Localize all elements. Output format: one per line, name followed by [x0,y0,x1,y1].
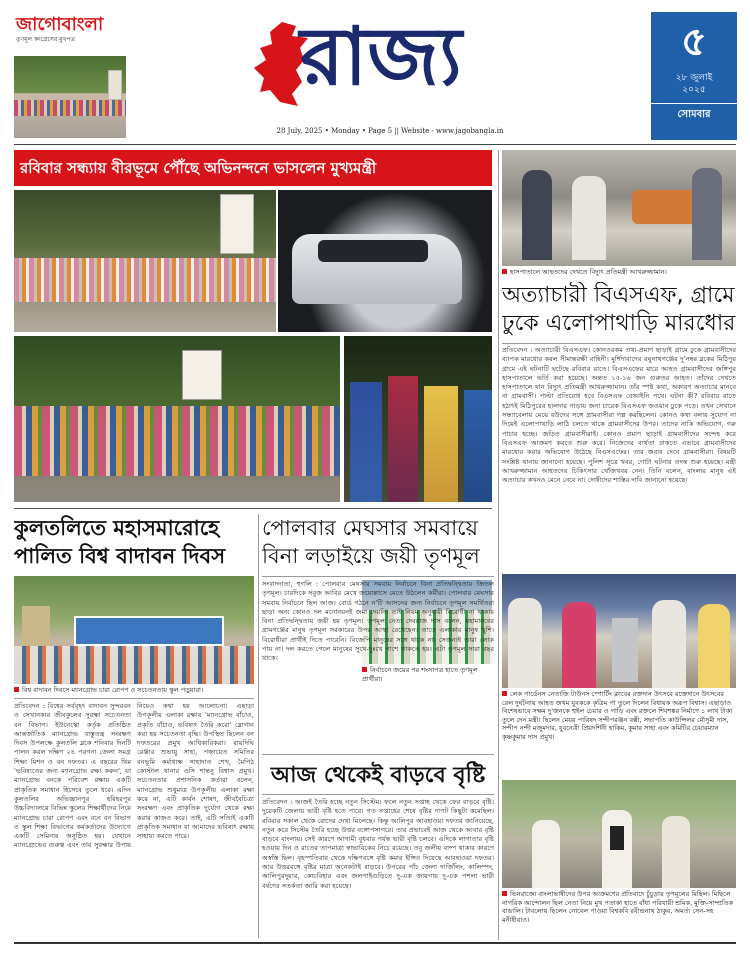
story4-caption: নির্বাচনে জয়ের পর শংসাপত্র হাতে তৃণমূল প্রার্থীরা। [362,666,478,683]
dateline: 28 July, 2025 • Monday • Page 5 || Website - www.jagobangla.in [276,127,504,135]
story6-photo [502,574,736,688]
story3-photo [14,576,254,684]
story7-photo [502,780,736,888]
page-number: ৫ [681,19,707,65]
story3-body: প্রতিবেদন : বিশ্বের সর্ববৃহৎ বাদাবন সুন্দরবন ও সেখানকার জীবকুলের সুরক্ষা সচেতনতা বন বিভাগ। ইউনেস্কো কর্তৃক প্রতিষ্ঠিত আন্তর্জাতিক ম্যানগ্রোভ বাস্তুতন্ত্র সংরক্ষণ দিবস উপলক্ষে কুলতলি ব্লকে শনিবার দিনটি পালন করল দক্ষিণ ২৪ পরগনা জেলা সমগ্র শিক্ষা মিশন ও বন দফতর। এ বছরের থিম 'ভবিষ্যতের জন্য ম্যানগ্রোভ রক্ষা করুন', যা ম্যানগ্রোভ বনকে পরিবেশ রক্ষায় একটি প্রাকৃতিক সমাধান হিসেবে তুলে ধরে। এদিন কুলতলির অভিজ্ঞানপুর হরিহরপুর উচ্চবিদ্যালয়ে বিভিন্ন স্কুলের শিক্ষার্থীদের নিয়ে ম্যানগ্রোভ চারা রোপণ এবং বনে বন বিভাগ ও স্কুল শিক্ষা বিভাগের কর্মকর্তাদের উদ্যোগে একটি সেমিনার অনুষ্ঠিত হয়। যেখানে ম্যানগ্রোভের গুরুত্ব এবং তার সুরক্ষার উপায় নিয়েও কথা হয় আলোচনা। এছাড়া উপকূলীয় এলাকা রক্ষায় 'ম্যানগ্রোভ বাঁচাও, প্রকৃতি বাঁচাও, ভবিষ্যৎ তৈরি করো' স্লোগান করা হয় সচেতনতা বৃদ্ধি। উপস্থিত ছিলেন বন দফতরের প্রমুখ আধিকারিকরা। রায়দিঘি রেঞ্জার শুভায়ু সাহা, পঞ্চায়েত সমিতির বনভূমি কর্মাধ্যক্ষ সাহাদাত শেখ, মৈপিঠ কোস্টাল থানার ওসি শান্তনু বিশ্বাস প্রমুখ। সচেতনতার প্রশাসনিক কর্তারা বলেন, ম্যানগ্রোভ শুধুমাত্র উপকূলীয় এলাকা রক্ষা করে না, এটি কার্বন শোষণ, জীববৈচিত্র্য সংরক্ষণ এবং প্রাকৃতিক দুর্যোগ থেকে রক্ষা করার কাজও করে। তাই, এটি সত্যিই একটি প্রাকৃতিক সমাধান যা আমাদের ভবিষ্যৎ রক্ষায় সাহায্য করতে পারে। [14,702,254,850]
masthead [0,0,750,142]
brand-logo [16,14,128,48]
section-title: রাজ্য [300,10,462,103]
story2-photo [502,150,736,266]
story1-photo-crowd [14,336,340,502]
story7-caption: ভিনরাজ্যে বাংলাভাষীদের উপর আক্রমণের প্রতিবাদে চুঁচুড়ায় তৃণমূলের মিছিল। মিছিলে নাগরিক আন্দোলন ছিল নেতা নিয়ে মুখ পতাকা হাতে বাঁধা পরিযায়ী শ্রমিক, মুক্তি-সাম্প্রতিক বাঙালি। টাবলোয় ছিলেন নোবেল পাওয়া বিশ্বকবি রবীন্দ্রনাথ ঠাকুর, অমর্ত্য সেন-সহ মনীষীরাও। [502,890,734,924]
story1-headline-bar [14,150,492,186]
page-date: ২৮ জুলাই ২০২৫ [651,72,737,104]
story5-body: প্রতিবেদন : আজই তৈরি হচ্ছে নতুন সিস্টেম। ফলে নতুন সপ্তাহ থেকে ফের বাড়বে বৃষ্টি। দুয়েকটি জেলায় ভারী বৃষ্টি হতে পারে। গত সপ্তাহের শেষে বৃষ্টির দাপট কিছুটা কমেছিল। রবিবার সকাল থেকে রোদের দেখা মিলেছে। কিন্তু আলিপুর আবহাওয়া দফতর জানিয়েছে, নতুন করে সিস্টেম তৈরি হচ্ছে উত্তর বঙ্গোপসাগরে। তার প্রভাবেই আজ থেকে আবার বৃষ্টি বাড়বে বাংলায়। সেই কারণে আগামী বুধবার পর্যন্ত ভারী বৃষ্টি চলবে। এদিকে লাগাতার বৃষ্টি হওয়ায় দিন ও রাতের তাপমাত্রা স্বাভাবিকের নিচে রয়েছে। তবু জলীয় বাষ্প থাকার কারণে অস্বস্তি ছিল। বৃহস্পতিবার থেকে দক্ষিণবঙ্গে বৃষ্টি কমার ইঙ্গিত দিয়েছে আবহাওয়া দফতর। আর উত্তরবঙ্গে বৃষ্টির মাত্রা অনেকটাই বাড়বে। উপরের পাঁচ জেলা দার্জিলিং, কালিম্পং, আলিপুরদুয়ার, কোচবিহার এবং জলপাইগুড়িতে দু-এক জায়গায় দু-এক পশলা ভারী বর্ষণের সতর্কতা জারি করা হয়েছে। [262,798,494,890]
page-badge [651,12,737,140]
story2-caption: হাসপাতালে আহতদের দেখতে বিদ্যুৎ প্রতিমন্ত্রী আখরুজ্জামান। [502,268,736,278]
story5-headline: আজ থেকেই বাড়বে বৃষ্টি [270,763,486,788]
story3-headline: কুলতলিতে মহাসমারোহে পালিত বিশ্ব বাদাবন দিবস [14,516,226,568]
masthead-photo [14,56,126,138]
story2-body: প্রতিবেদন : অত্যাচারী বিএসএফ। কোনওরকম তথ্য-প্রমাণ ছাড়াই গ্রামে ঢুকে গ্রামবাসীদের ব্যাপক মারধোর করল সীমান্তরক্ষী বাহিনী। মুর্শিদাবাদের রঘুনাথগঞ্জের দু'নম্বর ব্লকের মিঠিপুর গ্রামে এই ঘটনাটি ঘটেছে রবিবার রাতে। বিএসএফের মারে আহত গ্রামবাসীদের জঙ্গিপুর হাসপাতালে ভর্তি করা হয়েছে। অন্তত ১৫-১৬ জন গুরুতর আহত। তাঁদের দেখতে হাসপাতালে যান বিদ্যুৎ প্রতিমন্ত্রী আখরুজ্জামান। তাঁর স্পষ্ট কথা, অকারণ অত্যাচার মানবে না গ্রামবাসী। পাল্টা প্রতিরোধ হবে বিএসএফ বেআইনি পথে। ঘটনা কী? রবিবার রাতে হঠাৎই মিঠিপুরের হালদার পাড়ায় জনা চারেক বিএসএফ জওয়ান ঢুকে পড়ে। তখন সেখানে সন্ধ্যাবেলায় মেয়ে বউদের সঙ্গে গ্রামবাসীরা গল্প করছিলেন। কোনও কথা বলার সুযোগ না দিয়েই এলোপাথাড়ি লাঠি চলতে থাকে গ্রামবাসীদের উপর। তাদের নাকি অভিযোগ, গরু পাচার হচ্ছে। জড়িত গ্রামবাসীরাই। কোনও প্রমাণ ছাড়াই গ্রামবাসীদের সন্দেহ করে বিএসএফ আক্রমণ করতে শুরু করে। নিজেদের ব্যর্থতা ঢাকতে এভাবে গ্রামবাসীদের মারধোর করার অভিযোগ উঠেছে বিএসএফের। তার জবাব দেবে গ্রামবাসীরা। বিষয়টি সংশ্লিষ্ট থানায় জানানো হয়েছে। পুলিশ সূত্রে খবর, গোটা ঘটনার তদন্ত শুরু হয়েছে। মন্ত্রী আখরুজ্জামান আহতদের চিকিৎসার খোঁজখবর নেন। তিনি বলেন, বাংলার মানুষ এই অত্যাচার কখনও মেনে নেবে না। দোষীদের শাস্তির দাবি জানানো হয়েছে। [502,346,736,485]
story1-headline: রবিবার সন্ধ্যায় বীরভূমে পৌঁছে অভিনন্দনে ভাসলেন মুখ্যমন্ত্রী [20,159,377,177]
story2-headline: অত্যাচারী বিএসএফ, গ্রামে ঢুকে এলোপাথাড়ি মারধোর [502,283,736,336]
brand-tagline: তৃণমূল কংগ্রেসের মুখপত্র [16,36,75,43]
story4-body: সংবাদদাতা, হুগলি : পোলবার মেঘসার সমবায় নির্বাচনে বিনা প্রতিদ্বন্দ্বিতায় জিতল তৃণমূল। চারদিকে সবুজ আবির মেখে জয়োল্লাসে মেতে উঠলেন কর্মীরা। পোলবার মেঘসার সমবায় নির্বাচনে ছিল আজ। বোর্ড গঠনে ন'টি আসনের জন্য নির্বাচনে তৃণমূল সমর্থিতরা ছাড়া অন্য কোনও দল মনোনয়নই জমা দেয়নি। তাই নিয়ম অনুযায়ী বিরোধী না থাকায় বিনা প্রতিদ্বন্দ্বিতায় জয়ী হয় তৃণমূল। তৃণমূল নেতা দেবরাজ দাস বলেন, মহামানবের গ্রামগঞ্জের মানুষ তৃণমূল সরকারের উপর আস্থা রেখেছেন। তাতে এলাকার মানুষ খুশি। বিরোধীরা প্রার্থীই দিতে পারেনি। বিজেপি মানুষের সঙ্গে থাকে না। সেজন্যই তারা লোক পায় না। দল করতে গেলে মানুষের সুখে-দুঃখে পাশে থাকতে হয়। এটা তৃণমূল সারা বছর থাকে। [262,580,494,663]
story6-caption: লেক গার্ডেনস নেতাজি টাউনস স্পোর্টিং ক্লাবের রক্তদান উৎসবে রক্তেদানে উৎসবের রেল দুর্ঘটনায় আহত জখম যুবককে কৃত্রিম পা তুলে দিলেন বিধায়ক অরূপ বিশ্বাস। এছাড়াও বিশেষভাবে সক্ষম দু'জনকে হুইল চেয়ার ও গাড়ি এবং রক্তলে শিবশঙ্কর নির্মাণে ১ লাখ টাকা তুলে দেন মন্ত্রী। ছিলেন মেয়র পারিষদ সন্দীপরঞ্জন বক্সী, সভাপতি কাউন্সিলর মৌসুমী দাস, সন্দীপ নন্দী মজুমদার, যুবনেত্রী প্রিয়দর্শিনী হাকিম, কুমার সাহা এবং কমিটির চেয়ারম্যান কৃষ্ণকুমার দাস প্রমুখ। [502,690,733,741]
story1-photo-car [278,190,492,332]
story4-headline: পোলবার মেঘসার সমবায়ে বিনা লড়াইয়ে জয়ী তৃণমূল [262,516,480,568]
brand-name: জাগোবাংলা [16,14,104,35]
story3-caption: বিশ্ব বাদাবন দিবসে ম্যানগ্রোভ চারা রোপণ ও সচেতনতায় স্কুল পড়ুয়ারা। [14,686,254,696]
story1-photo-women [344,336,492,502]
story1-photo-main [14,190,276,332]
page-day: সোমবার [677,109,711,120]
